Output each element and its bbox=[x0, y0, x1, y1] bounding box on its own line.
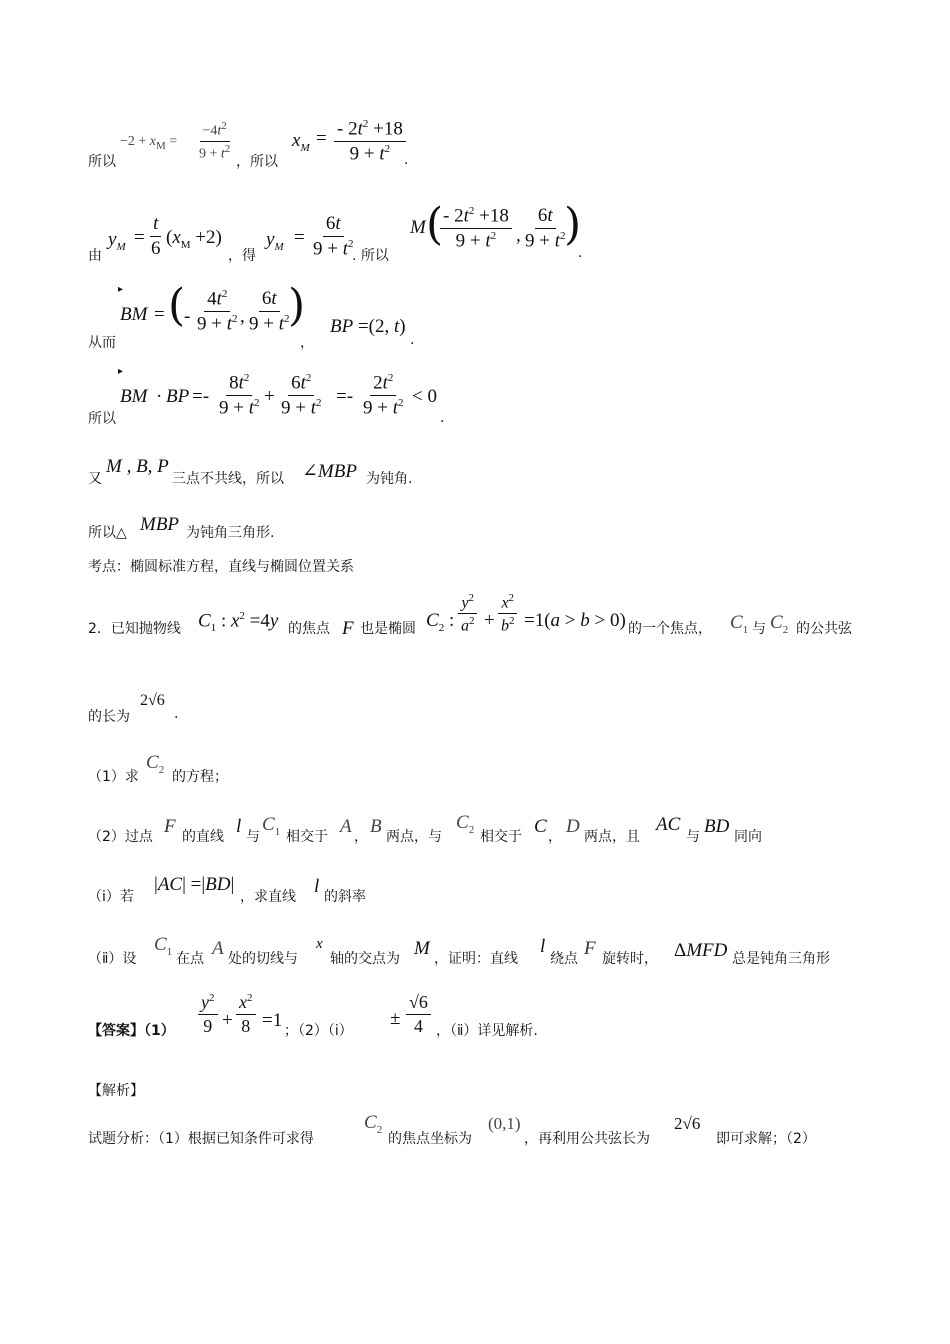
text: . bbox=[440, 410, 445, 426]
text: 旋转时， bbox=[602, 951, 658, 967]
math: =- bbox=[192, 386, 210, 407]
text: 由 bbox=[88, 248, 102, 264]
math: M bbox=[410, 217, 426, 238]
math: 2√6 bbox=[140, 692, 165, 709]
text: ，再利用公共弦长为 bbox=[524, 1131, 650, 1147]
math: BM bbox=[120, 304, 148, 325]
math: BP =(2, t) bbox=[330, 316, 406, 337]
math-frac: $\frac{6t}{9 + t^2}$ bbox=[249, 288, 290, 335]
math: F bbox=[342, 618, 354, 639]
math-frac: $\frac{x^2}{b^2}$ bbox=[498, 592, 518, 636]
text: . 所以 bbox=[352, 248, 389, 264]
text: 轴的交点为 bbox=[330, 951, 400, 967]
math: 2√6 bbox=[674, 1114, 701, 1133]
text: 总是钝角三角形 bbox=[732, 951, 830, 967]
math: $C_2$ : bbox=[426, 610, 455, 634]
text: 又 bbox=[88, 471, 102, 487]
math: , bbox=[516, 225, 521, 246]
math: - bbox=[184, 306, 191, 327]
text: 的公共弦 bbox=[796, 621, 852, 637]
answer-label: 【答案】（1） bbox=[88, 1023, 175, 1039]
math-frac: $\frac{6t^2}{9 + t^2}$ bbox=[281, 372, 322, 419]
text: 与 bbox=[686, 829, 700, 845]
text: 两点，与 bbox=[386, 829, 442, 845]
text: . bbox=[410, 332, 415, 348]
math-frac: $\frac{- 2t^2 +18}{9 + t^2}$ bbox=[440, 205, 512, 253]
math: $(x_M +2)$ bbox=[166, 227, 222, 251]
math: =1(a > b > 0) bbox=[524, 610, 626, 631]
math-paren: ) bbox=[564, 199, 582, 250]
math: $y_M$ bbox=[108, 229, 126, 253]
math-frac: $\frac{y^2}{9}$ bbox=[198, 992, 218, 1037]
text: ，所以 bbox=[236, 154, 278, 170]
math: $C_2$ bbox=[770, 612, 789, 636]
math: = bbox=[154, 304, 165, 325]
math: =1 bbox=[262, 1010, 283, 1031]
text: 即可求解；（2） bbox=[716, 1131, 816, 1147]
math: + bbox=[484, 610, 495, 631]
math: ∠MBP bbox=[302, 461, 357, 482]
text: 相交于 bbox=[286, 829, 328, 845]
text: 在点 bbox=[176, 951, 204, 967]
math: =- bbox=[336, 386, 354, 407]
vector-arrow: ▸ bbox=[118, 366, 124, 377]
math: $C_1$ bbox=[730, 612, 749, 636]
text: 绕点 bbox=[550, 951, 578, 967]
math: l bbox=[540, 936, 546, 957]
vector-arrow: ▸ bbox=[118, 284, 124, 295]
math: BD bbox=[704, 816, 730, 837]
text: （1）求 bbox=[88, 769, 139, 785]
math-frac: $\frac{8t^2}{9 + t^2}$ bbox=[219, 372, 260, 419]
text: 的直线 bbox=[182, 829, 224, 845]
text: 的一个焦点， bbox=[628, 621, 712, 637]
text: 为钝角三角形. bbox=[186, 525, 275, 541]
math-paren: ( bbox=[168, 280, 186, 331]
math-frac: $\frac{√6}{4}$ bbox=[406, 992, 431, 1037]
text: 的焦点 bbox=[288, 621, 330, 637]
text: 三点不共线，所以 bbox=[172, 471, 284, 487]
text: （ⅰ）若 bbox=[88, 889, 134, 905]
math: $x_M$ bbox=[292, 130, 310, 154]
math: $C_1$ bbox=[262, 814, 281, 838]
math: AC bbox=[656, 814, 681, 835]
math: $y_M$ bbox=[266, 229, 284, 253]
text: ；（2）（ⅰ） bbox=[284, 1023, 353, 1039]
text: ，（ⅱ）详见解析. bbox=[436, 1023, 538, 1039]
math-frac: $\frac{t}{6}$ bbox=[151, 213, 161, 259]
text: 所以 bbox=[88, 154, 116, 170]
text: 相交于 bbox=[480, 829, 522, 845]
math: + bbox=[264, 386, 275, 407]
math-frac: $\frac{2t^2}{9 + t^2}$ bbox=[363, 372, 404, 419]
text: . bbox=[578, 245, 583, 261]
math: $C_1$ bbox=[154, 934, 173, 958]
text: 也是椭圆 bbox=[360, 621, 416, 637]
text: 试题分析：（1）根据已知条件可求得 bbox=[88, 1131, 314, 1147]
math: $C_2$ bbox=[364, 1112, 383, 1136]
math-frac: $\frac{- 2t^2 +18}{9 + t^2}$ bbox=[334, 118, 406, 166]
text: ，求直线 bbox=[240, 889, 296, 905]
text: 的长为 bbox=[88, 709, 130, 725]
kaodian-line: 考点：椭圆标准方程，直线与椭圆位置关系 bbox=[88, 559, 354, 575]
text: 所以 bbox=[88, 411, 116, 427]
math: MBP bbox=[140, 514, 180, 535]
math-frac: $\frac{y^2}{a^2}$ bbox=[458, 592, 478, 636]
math: = bbox=[294, 227, 305, 248]
text: . bbox=[404, 152, 409, 168]
text: ，证明：直线 bbox=[434, 951, 518, 967]
math: · bbox=[156, 386, 163, 407]
math-paren: ) bbox=[288, 280, 306, 331]
text: 的方程； bbox=[172, 769, 228, 785]
math-paren: ( bbox=[426, 199, 444, 250]
math: BP bbox=[166, 386, 190, 407]
math: $-2 + x_M$ = bbox=[120, 134, 178, 152]
text: 的斜率 bbox=[324, 889, 366, 905]
math: (0,1) bbox=[488, 1114, 521, 1133]
text: 与 bbox=[246, 829, 260, 845]
math: $C_2$ bbox=[146, 752, 165, 776]
math: = bbox=[134, 227, 145, 248]
text: 从而 bbox=[88, 335, 116, 351]
text: ， bbox=[354, 829, 368, 845]
math-frac: $\frac{4t^2}{9 + t^2}$ bbox=[197, 288, 238, 335]
math-frac: $\frac{x^2}{8}$ bbox=[236, 992, 256, 1037]
math: $C_2$ bbox=[456, 812, 475, 836]
text: ，得 bbox=[228, 248, 256, 264]
math: + bbox=[222, 1010, 233, 1031]
math: M , B, P bbox=[106, 456, 169, 477]
text: 的焦点坐标为 bbox=[388, 1131, 472, 1147]
math: = bbox=[316, 128, 327, 149]
text: 2．已知抛物线 bbox=[88, 621, 181, 637]
text: 所以△ bbox=[88, 525, 127, 541]
math: F bbox=[164, 816, 176, 837]
analysis-label: 【解析】 bbox=[88, 1083, 144, 1099]
text: ， bbox=[548, 829, 562, 845]
math: l bbox=[314, 876, 320, 897]
math: |AC| =|BD| bbox=[154, 874, 235, 895]
math: BM bbox=[120, 386, 148, 407]
math-frac: $\frac{6t}{9 + t^2}$ bbox=[525, 205, 566, 252]
text: 与 bbox=[752, 621, 766, 637]
text: 同向 bbox=[734, 829, 762, 845]
math: , bbox=[240, 306, 245, 327]
math: M bbox=[414, 938, 430, 959]
text: （ⅱ）设 bbox=[88, 951, 137, 967]
math: B bbox=[370, 816, 382, 837]
math: $C_1$ : $x^2 =4y$ bbox=[198, 610, 279, 635]
text: （2）过点 bbox=[88, 829, 153, 845]
math: l bbox=[236, 816, 242, 837]
text: 为钝角. bbox=[366, 471, 413, 487]
math: ΔMFD bbox=[674, 940, 728, 961]
math: C bbox=[534, 816, 547, 837]
math: ± bbox=[390, 1008, 401, 1029]
math: F bbox=[584, 938, 596, 959]
text: ， bbox=[300, 335, 314, 351]
math-frac: $\frac{6t}{9 + t^2}$ bbox=[313, 213, 354, 260]
text: . bbox=[174, 706, 179, 722]
math: A bbox=[212, 938, 224, 959]
text: 处的切线与 bbox=[228, 951, 298, 967]
math: < 0 bbox=[412, 386, 437, 407]
math: D bbox=[566, 816, 580, 837]
math: x bbox=[316, 936, 323, 952]
text: 两点，且 bbox=[584, 829, 640, 845]
math: A bbox=[340, 816, 352, 837]
math-frac: $\frac{-4t^2}{9 + t^2}$ bbox=[199, 120, 231, 162]
